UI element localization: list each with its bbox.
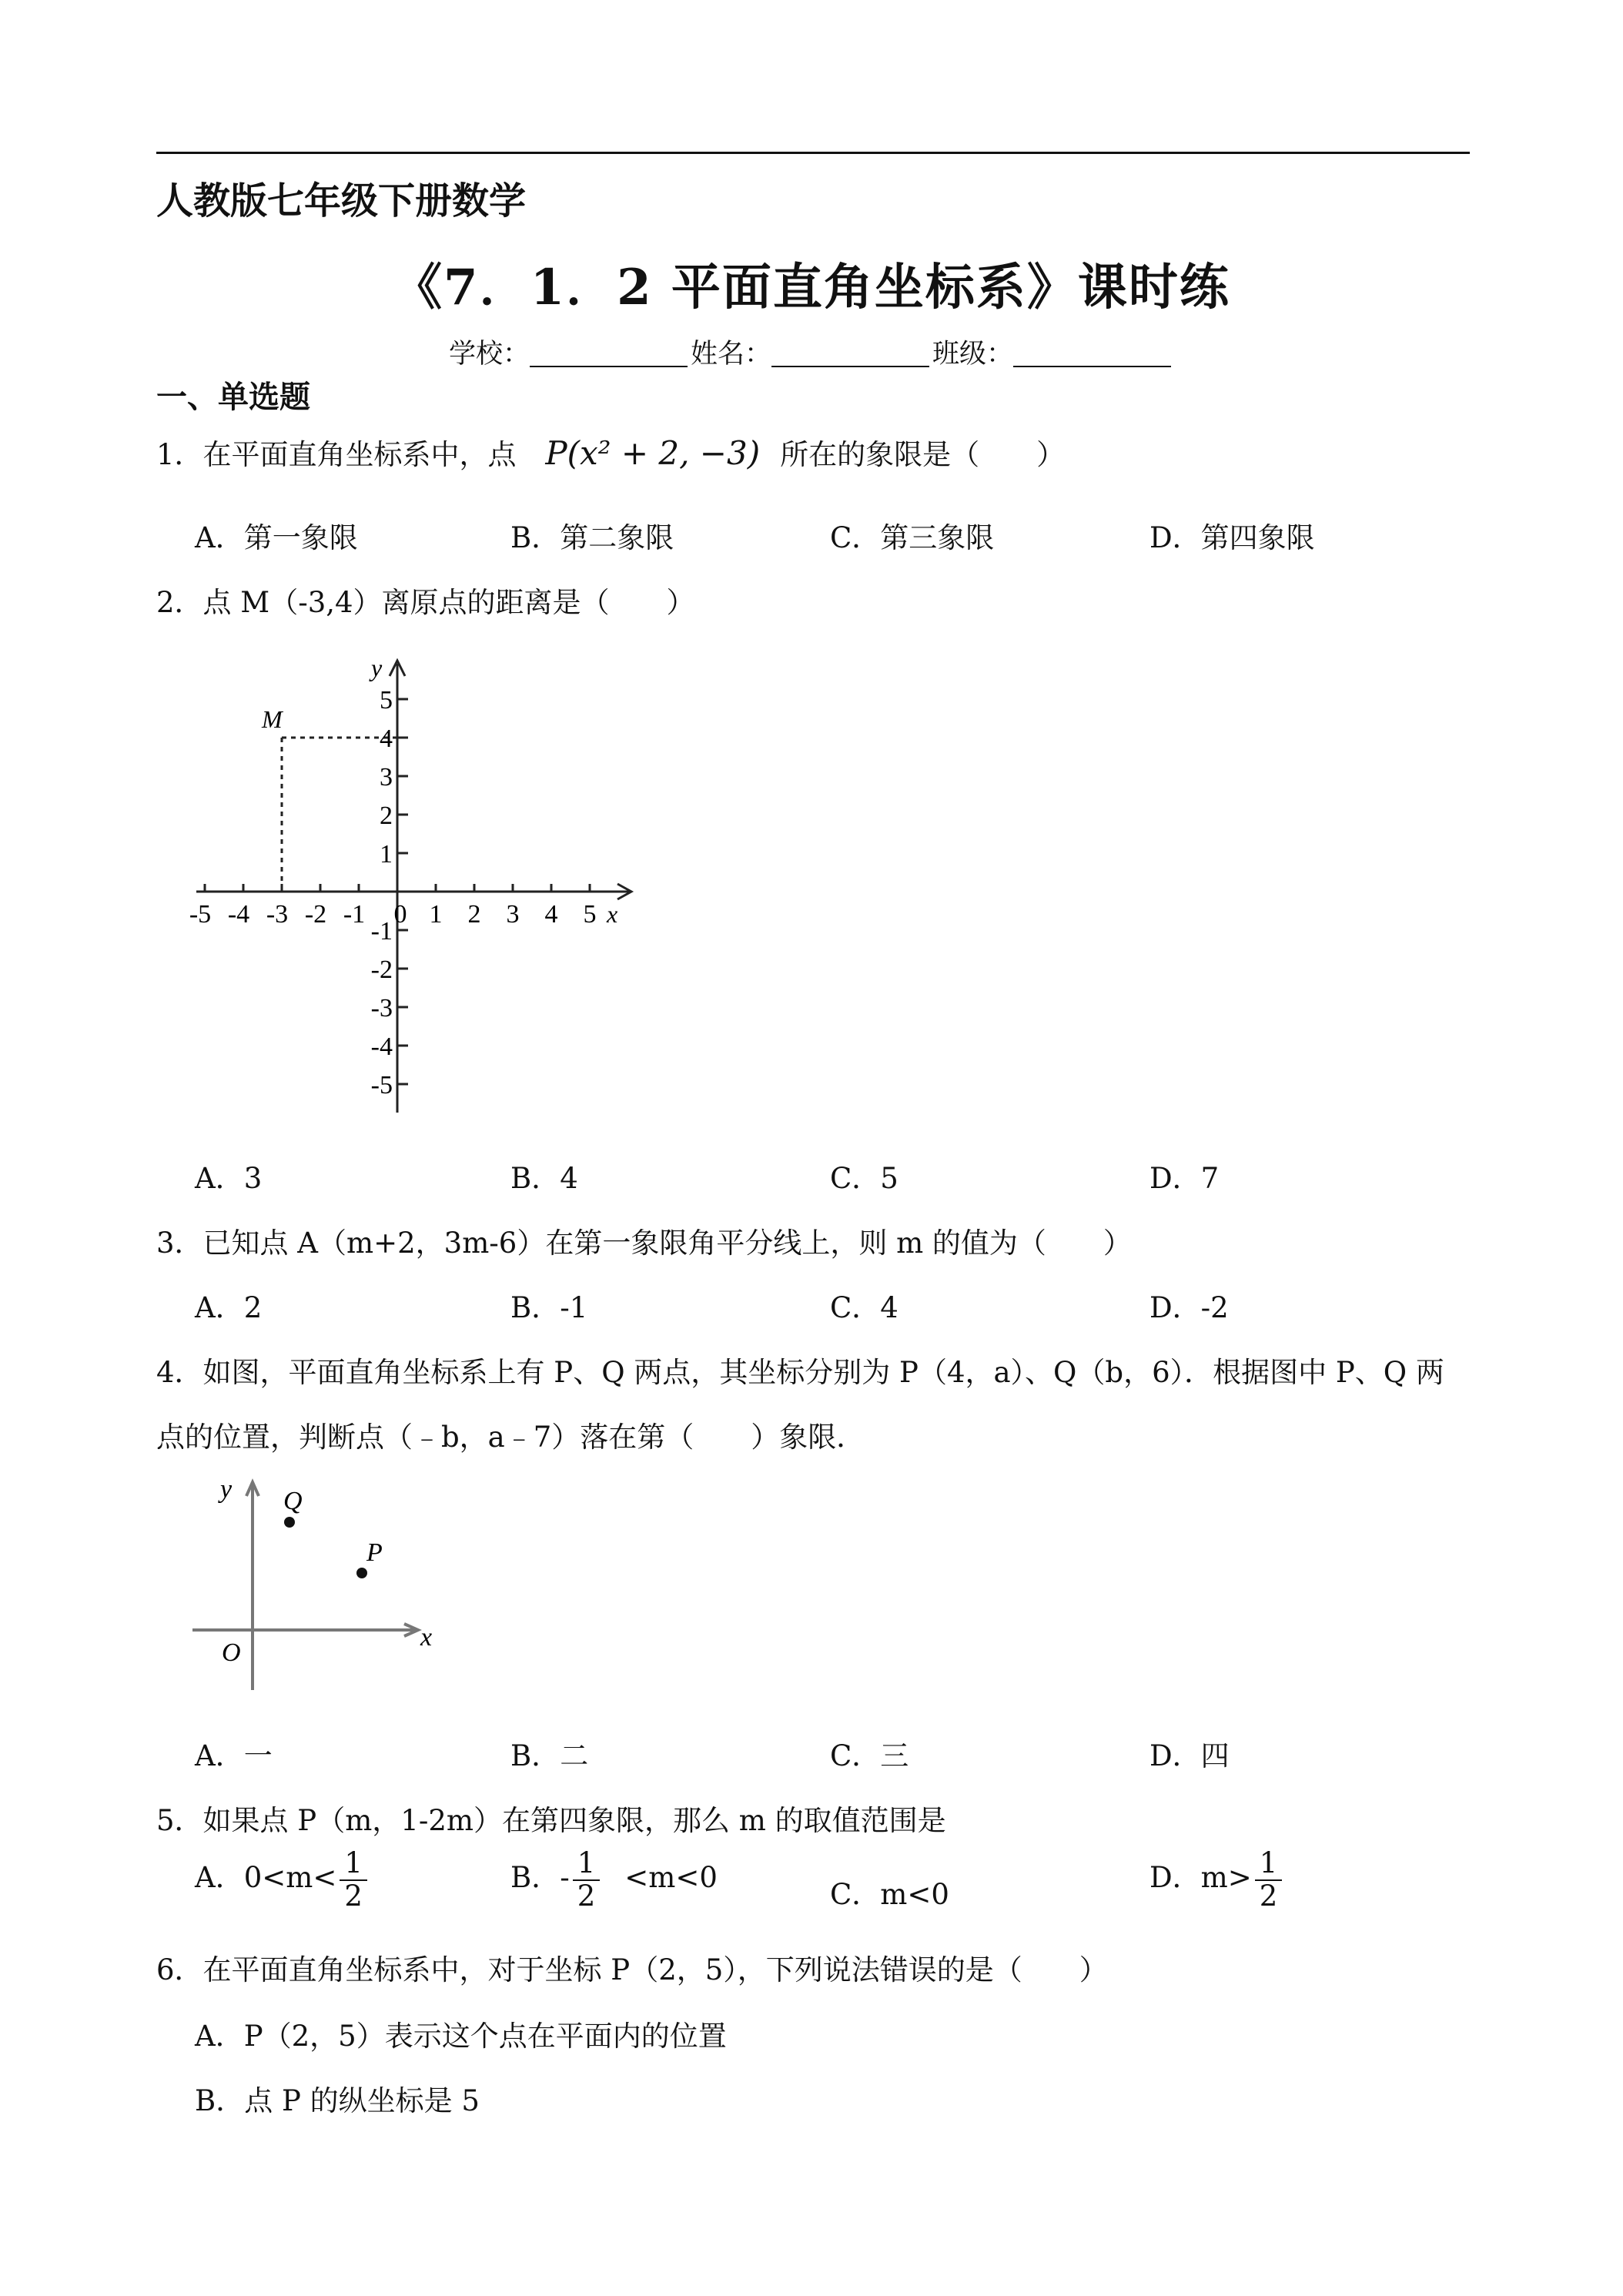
q4-origin-label: O [222,1638,241,1667]
q4-point-p [356,1568,367,1578]
q4-p-label: P [366,1538,383,1567]
q6-option-a[interactable]: A．P（2，5）表示这个点在平面内的位置 [195,2020,727,2053]
school-blank[interactable] [530,340,688,367]
svg-text:4: 4 [380,725,393,753]
svg-text:-1: -1 [343,900,366,929]
class-label: 班级： [932,339,1014,370]
q3-option-b[interactable]: B．-1 [510,1291,588,1324]
q5-option-c[interactable]: C．m<0 [830,1878,949,1911]
svg-text:3: 3 [380,763,393,792]
school-label: 学校： [448,339,530,370]
q5-option-d-text: D．m> [1149,1861,1252,1895]
svg-text:-3: -3 [266,900,289,929]
svg-text:1: 1 [380,840,393,869]
q2-text: 点 M（-3,4）离原点的距离是（ ） [202,586,695,619]
svg-text:4: 4 [544,900,558,929]
q5-option-d[interactable] [1149,1848,1285,1912]
q5-option-b-fraction: $\frac{1}{2}$ [573,1848,601,1912]
q5-text: 如果点 P（m，1-2m）在第四象限，那么 m 的取值范围是 [202,1804,946,1837]
q3-option-a[interactable]: A．2 [195,1291,263,1324]
q4-option-b[interactable]: B．二 [510,1739,589,1772]
svg-text:-2: -2 [304,900,327,929]
svg-text:1: 1 [429,900,443,929]
q4-option-a[interactable]: A．一 [195,1739,273,1772]
q1-formula: P(x² + 2, −3) [545,434,761,472]
q4-coordinate-figure [185,1467,462,1705]
q3-option-d[interactable]: D．-2 [1149,1291,1229,1324]
q5-option-a-fraction: $\frac{1}{2}$ [340,1848,367,1912]
svg-text:3: 3 [506,900,520,929]
name-blank[interactable] [771,340,929,367]
q4-option-d[interactable]: D．四 [1149,1739,1230,1772]
q5-number: 5． [156,1804,203,1837]
question-1 [156,431,1065,473]
class-blank[interactable] [1013,340,1171,367]
section-heading: 一、单选题 [156,379,310,415]
page-title: 《7．1．2 平面直角坐标系》课时练 [393,259,1230,316]
svg-text:-5: -5 [370,1071,393,1099]
q2-number: 2． [156,586,203,619]
q6-text: 在平面直角坐标系中，对于坐标 P（2，5），下列说法错误的是（ ） [202,1953,1108,1986]
svg-text:0: 0 [393,900,407,929]
q3-number: 3． [156,1227,203,1260]
q4-q-label: Q [283,1487,303,1515]
q5-option-b-text: B．- [510,1861,570,1895]
q6-number: 6． [156,1953,203,1986]
q5-option-a-text: A．0<m< [195,1861,337,1895]
q1-text-after: 所在的象限是（ ） [780,438,1066,471]
svg-text:-1: -1 [370,917,393,946]
name-label: 姓名： [690,339,771,370]
q4-number: 4． [156,1356,203,1389]
q2-option-b[interactable]: B．4 [510,1162,578,1195]
svg-text:-2: -2 [370,956,393,984]
publisher-line: 人教版七年级下册数学 [156,179,527,223]
q4-point-q [284,1517,295,1528]
q1-option-b[interactable]: B．第二象限 [510,521,674,554]
svg-text:5: 5 [380,686,393,715]
q2-option-a[interactable]: A．3 [195,1162,263,1195]
question-6 [156,1946,1108,1988]
question-2 [156,579,695,621]
svg-text:-5: -5 [189,900,212,929]
q5-option-a[interactable] [195,1848,370,1912]
q5-option-b[interactable] [510,1848,718,1912]
svg-text:-3: -3 [370,994,393,1022]
q4-option-c[interactable]: C．三 [830,1739,909,1772]
svg-text:-4: -4 [227,900,250,929]
svg-text:2: 2 [380,802,393,830]
q5-option-d-fraction: $\frac{1}{2}$ [1255,1848,1283,1912]
q1-option-c[interactable]: C．第三象限 [830,521,995,554]
svg-text:-4: -4 [370,1033,393,1061]
q1-option-a[interactable]: A．第一象限 [195,521,358,554]
q1-text-before: 在平面直角坐标系中，点 [202,438,517,471]
q2-coordinate-figure [185,647,647,1124]
q3-option-c[interactable]: C．4 [830,1291,899,1324]
q1-number: 1． [156,438,203,471]
q4-text-line2: 点的位置，判断点（﹣b，a﹣7）落在第（ ）象限． [156,1421,865,1454]
q2-x-tick-labels [189,900,597,929]
q4-y-axis-label: y [220,1475,233,1504]
svg-text:2: 2 [467,900,481,929]
question-4-line-1 [156,1349,1444,1391]
q2-option-d[interactable]: D．7 [1149,1162,1220,1195]
q6-option-b[interactable]: B．点 P 的纵坐标是 5 [195,2084,480,2117]
q2-option-c[interactable]: C．5 [830,1162,899,1195]
q1-option-d[interactable]: D．第四象限 [1149,521,1315,554]
question-3 [156,1220,1132,1261]
q2-y-axis-label: y [371,654,383,681]
q5-option-b-suffix: <m<0 [624,1861,718,1895]
q4-text-line1: 如图，平面直角坐标系上有 P、Q 两点，其坐标分别为 P（4，a）、Q（b，6）．根据图中 P、Q 两 [202,1356,1444,1389]
q2-x-axis-label: x [607,900,618,928]
header-rule [156,152,1470,154]
q4-x-axis-label: x [420,1623,433,1652]
q2-point-m-label: M [262,705,283,733]
student-info-line [0,333,1623,371]
q3-text: 已知点 A（m+2，3m-6）在第一象限角平分线上，则 m 的值为（ ） [202,1227,1132,1260]
svg-text:5: 5 [583,900,597,929]
question-5 [156,1797,946,1839]
